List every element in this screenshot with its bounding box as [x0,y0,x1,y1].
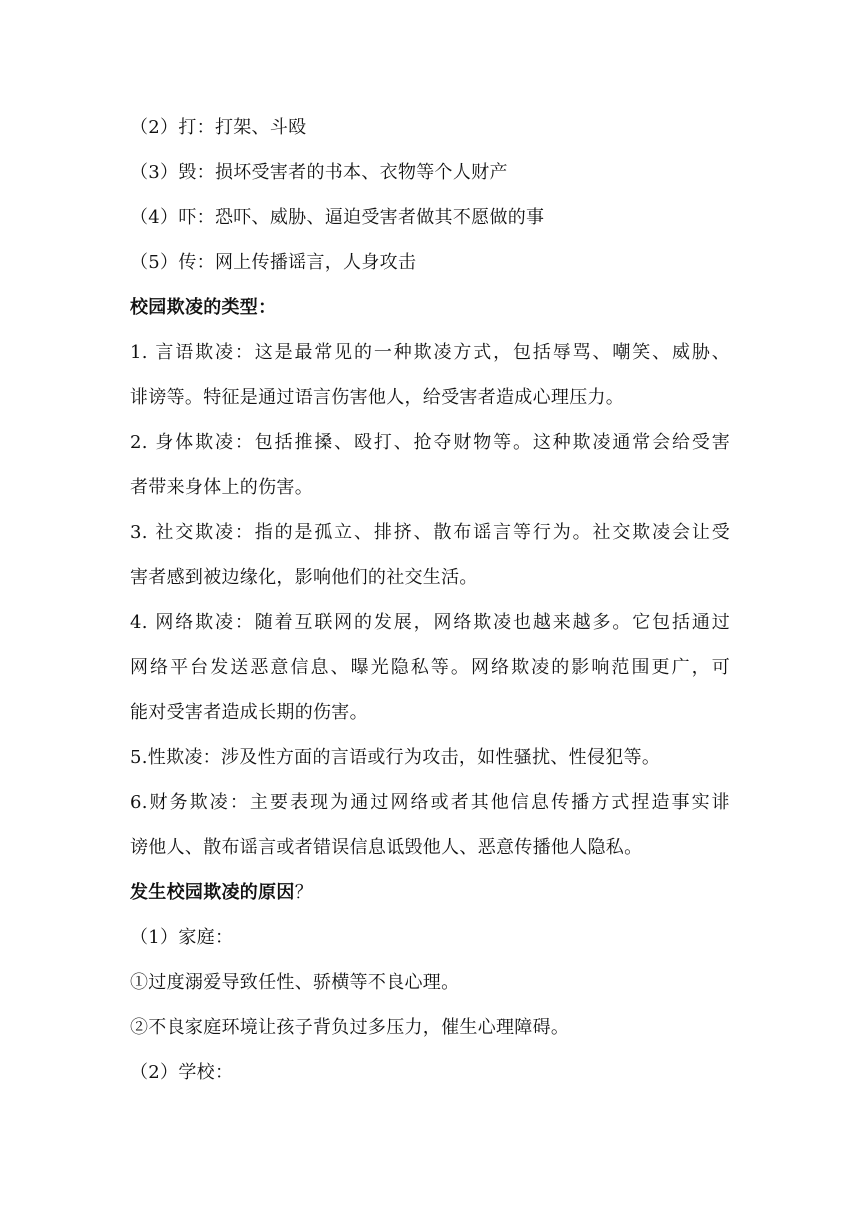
type-cyber-line-2: 网络平台发送恶意信息、曝光隐私等。网络欺凌的影响范围更广，可 [130,657,730,678]
cause-school-heading: （2）学校： [130,1062,234,1083]
cause-family-heading: （1）家庭： [130,927,234,948]
type-social-line-2: 害者感到被边缘化，影响他们的社交生活。 [130,567,478,588]
list-item-threaten: （4）吓：恐吓、威胁、逼迫受害者做其不愿做的事 [130,207,545,228]
heading-causes-question-mark: ？ [294,882,314,903]
type-physical-line-1: 2. 身体欺凌：包括推搡、殴打、抢夺财物等。这种欺凌通常会给受害 [130,432,730,453]
list-item-spread: （5）传：网上传播谣言，人身攻击 [130,252,417,273]
type-verbal-line-2: 诽谤等。特征是通过语言伤害他人，给受害者造成心理压力。 [130,387,625,408]
type-sexual-line: 5.性欺凌：涉及性方面的言语或行为攻击，如性骚扰、性侵犯等。 [130,747,661,768]
list-item-beat: （2）打：打架、斗殴 [130,117,307,138]
type-financial-line-2: 谤他人、散布谣言或者错误信息诋毁他人、恶意传播他人隐私。 [130,837,643,858]
type-verbal-line-1: 1. 言语欺凌：这是最常见的一种欺凌方式，包括辱骂、嘲笑、威胁、 [130,342,730,363]
document-page [130,105,730,1095]
type-cyber-line-3: 能对受害者造成长期的伤害。 [130,702,368,723]
type-social-line-1: 3. 社交欺凌：指的是孤立、排挤、散布谣言等行为。社交欺凌会让受 [130,522,730,543]
cause-family-item-1: ①过度溺爱导致任性、骄横等不良心理。 [130,972,460,993]
heading-causes-text: 发生校园欺凌的原因 [130,882,295,903]
cause-family-item-2: ②不良家庭环境让孩子背负过多压力，催生心理障碍。 [130,1017,570,1038]
type-physical-line-2: 者带来身体上的伤害。 [130,477,313,498]
list-item-destroy: （3）毁：损坏受害者的书本、衣物等个人财产 [130,162,508,183]
heading-bullying-causes [130,870,730,915]
heading-bullying-types: 校园欺凌的类型： [130,297,277,318]
type-financial-line-1: 6.财务欺凌：主要表现为通过网络或者其他信息传播方式捏造事实诽 [130,792,730,813]
type-cyber-line-1: 4. 网络欺凌：随着互联网的发展，网络欺凌也越来越多。它包括通过 [130,612,730,633]
